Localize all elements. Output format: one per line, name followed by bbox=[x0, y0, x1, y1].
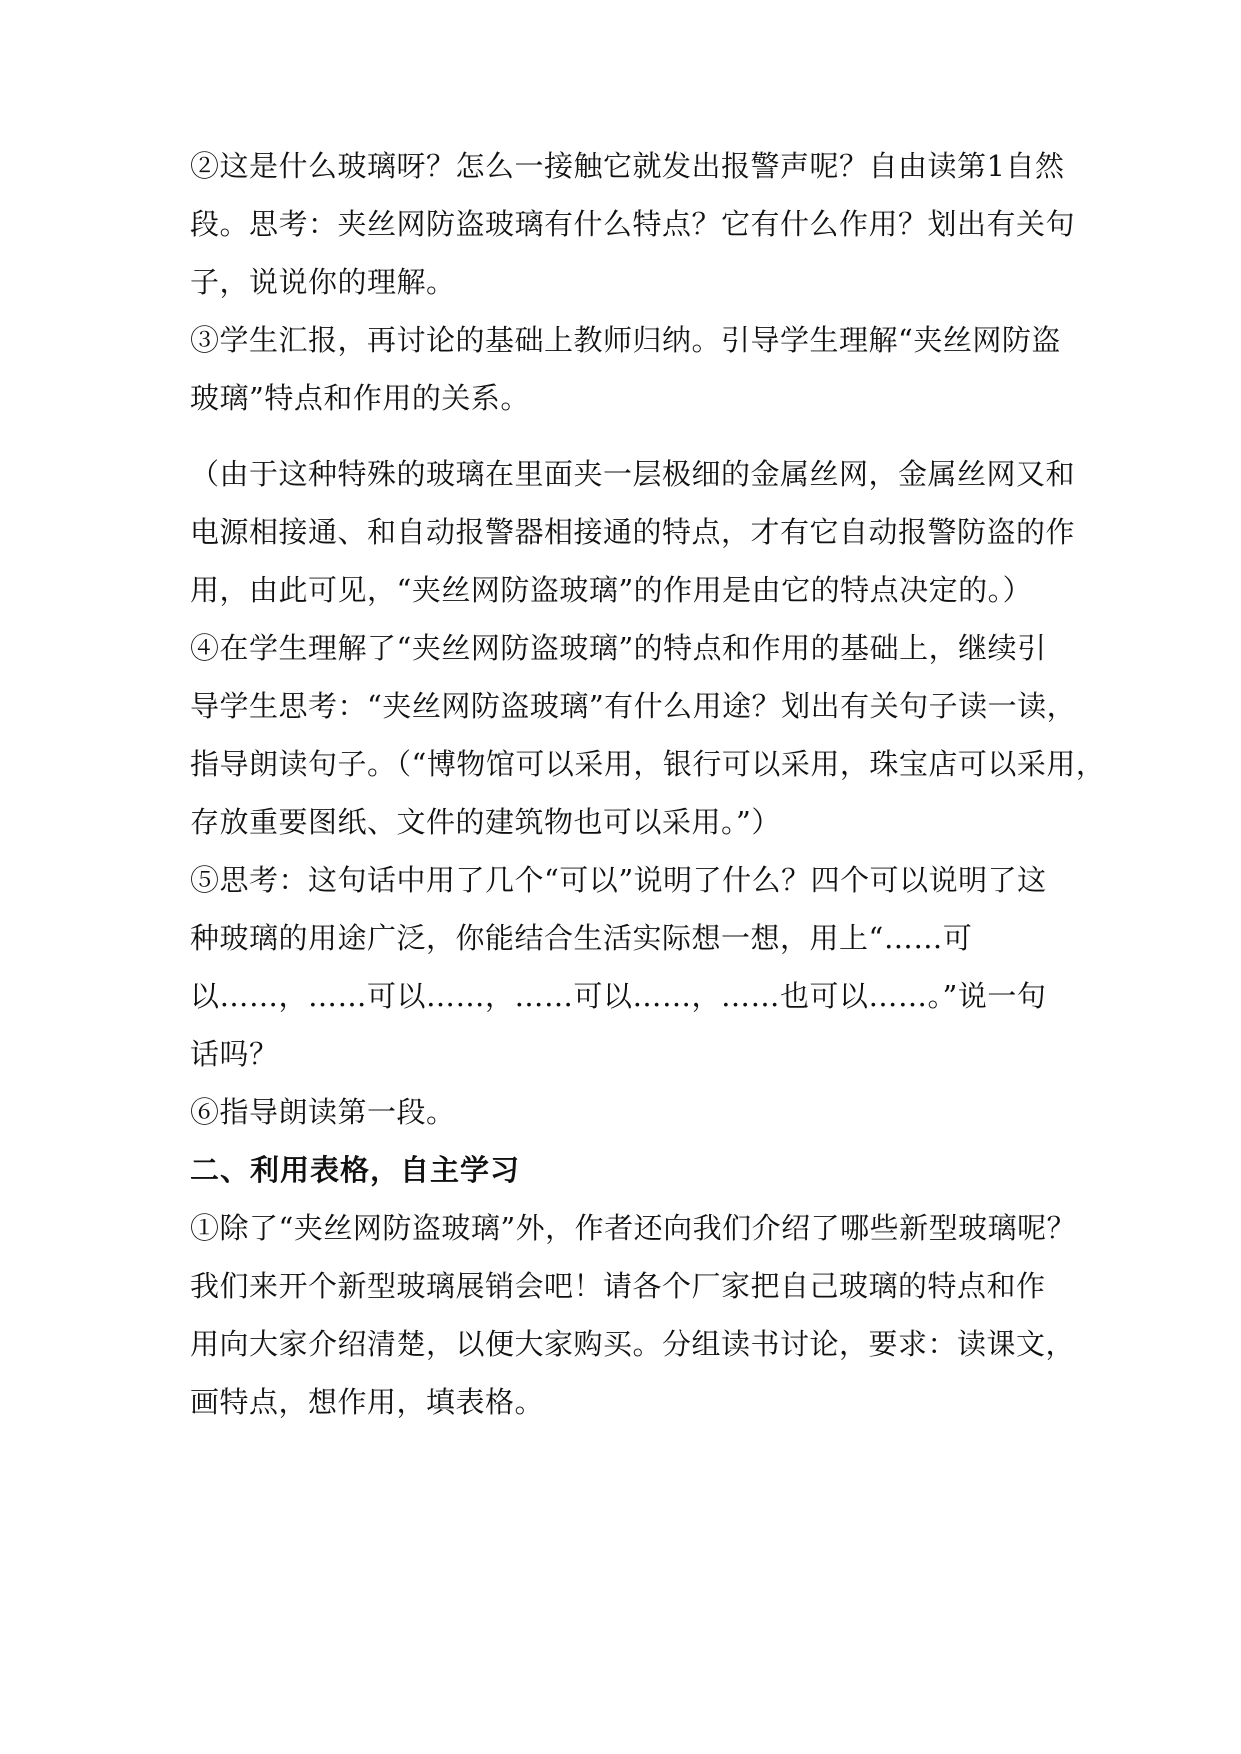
paragraph-line: ②这是什么玻璃呀？怎么一接触它就发出报警声呢？自由读第1自然 bbox=[190, 149, 1065, 183]
paragraph-line: ⑥指导朗读第一段。 bbox=[190, 1095, 456, 1129]
paragraph-line: 电源相接通、和自动报警器相接通的特点，才有它自动报警防盗的作 bbox=[190, 515, 1076, 549]
paragraph-line: 存放重要图纸、文件的建筑物也可以采用。”） bbox=[190, 805, 781, 839]
paragraph-line: 用向大家介绍清楚，以便大家购买。分组读书讨论，要求：读课文， bbox=[190, 1327, 1076, 1361]
paragraph-line: 段。思考：夹丝网防盗玻璃有什么特点？它有什么作用？划出有关句 bbox=[190, 207, 1076, 241]
paragraph-line: ④在学生理解了“夹丝网防盗玻璃”的特点和作用的基础上，继续引 bbox=[190, 631, 1047, 665]
paragraph-line: 画特点，想作用，填表格。 bbox=[190, 1385, 545, 1419]
section-heading: 二、利用表格，自主学习 bbox=[190, 1153, 521, 1187]
paragraph-line: ①除了“夹丝网防盗玻璃”外，作者还向我们介绍了哪些新型玻璃呢？ bbox=[190, 1211, 1077, 1245]
paragraph-line: ⑤思考：这句话中用了几个“可以”说明了什么？四个可以说明了这 bbox=[190, 863, 1047, 897]
paragraph-line: 我们来开个新型玻璃展销会吧！请各个厂家把自己玻璃的特点和作 bbox=[190, 1269, 1046, 1303]
paragraph-line: 玻璃”特点和作用的关系。 bbox=[190, 381, 530, 415]
paragraph-line: 以……，……可以……，……可以……，……也可以……。”说一句 bbox=[190, 979, 1047, 1013]
paragraph-line: 话吗？ bbox=[190, 1037, 279, 1071]
paragraph-line: 指导朗读句子。（“博物馆可以采用，银行可以采用，珠宝店可以采用， bbox=[190, 747, 1106, 781]
paragraph-line: （由于这种特殊的玻璃在里面夹一层极细的金属丝网，金属丝网又和 bbox=[190, 457, 1076, 491]
paragraph-line: 子，说说你的理解。 bbox=[190, 265, 456, 299]
paragraph-line: 用，由此可见，“夹丝网防盗玻璃”的作用是由它的特点决定的。） bbox=[190, 573, 1033, 607]
paragraph-line: 导学生思考：“夹丝网防盗玻璃”有什么用途？划出有关句子读一读， bbox=[190, 689, 1077, 723]
paragraph-line: 种玻璃的用途广泛，你能结合生活实际想一想，用上“……可 bbox=[190, 921, 973, 955]
paragraph-line: ③学生汇报，再讨论的基础上教师归纳。引导学生理解“夹丝网防盗 bbox=[190, 323, 1061, 357]
